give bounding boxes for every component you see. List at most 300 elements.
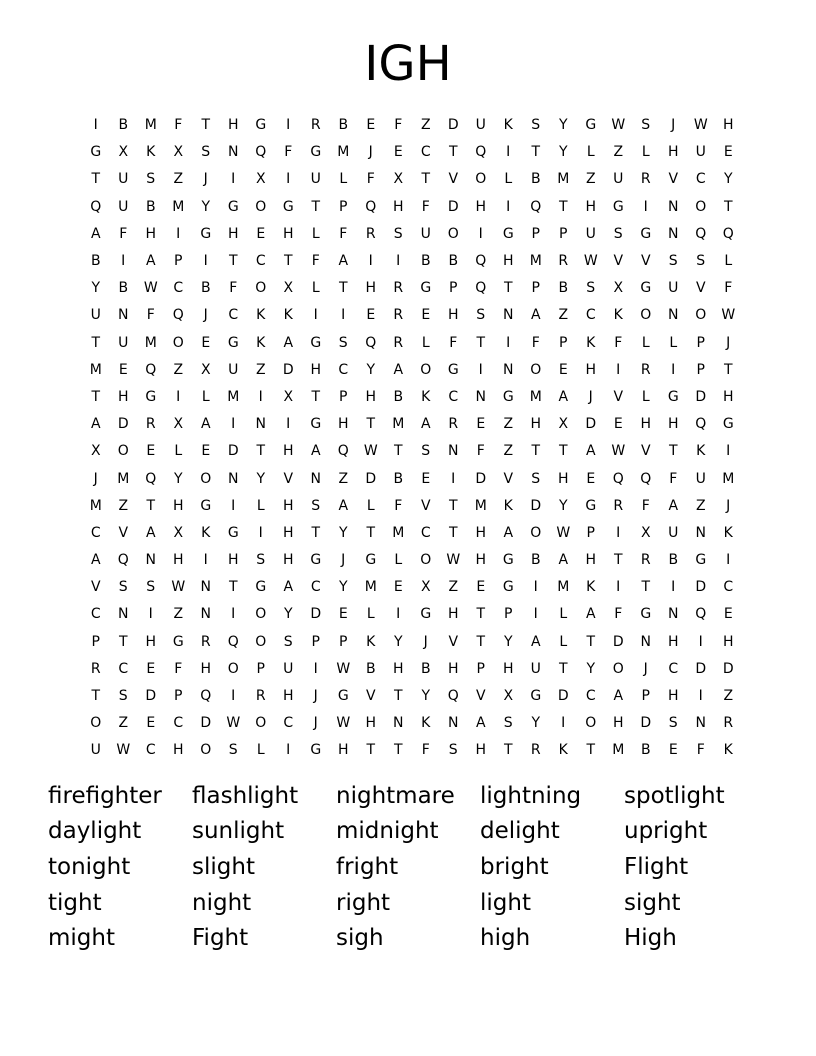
grid-letter: U bbox=[585, 225, 596, 242]
grid-letter: L bbox=[311, 280, 320, 297]
grid-letter: Z bbox=[723, 688, 734, 705]
grid-letter: K bbox=[503, 497, 513, 514]
grid-row bbox=[82, 710, 742, 737]
grid-letter: A bbox=[503, 524, 514, 541]
grid-letter: H bbox=[392, 198, 404, 215]
grid-letter: T bbox=[393, 742, 403, 759]
grid-letter: Z bbox=[503, 443, 514, 460]
grid-letter: D bbox=[585, 416, 597, 433]
grid-letter: Y bbox=[558, 117, 568, 134]
grid-letter: I bbox=[286, 171, 291, 188]
grid-letter: X bbox=[283, 388, 294, 405]
grid-letter: P bbox=[174, 253, 183, 270]
grid-letter: H bbox=[447, 660, 459, 677]
grid-letter: E bbox=[201, 443, 211, 460]
grid-letter: E bbox=[613, 416, 623, 433]
grid-letter: J bbox=[643, 660, 648, 677]
grid-letter: S bbox=[531, 470, 541, 487]
grid-letter: Y bbox=[201, 198, 211, 215]
grid-letter: H bbox=[447, 307, 459, 324]
grid-letter: A bbox=[613, 688, 624, 705]
grid-letter: W bbox=[446, 552, 461, 569]
grid-letter: A bbox=[90, 416, 101, 433]
grid-letter: D bbox=[640, 715, 652, 732]
grid-letter: M bbox=[227, 388, 240, 405]
grid-letter: C bbox=[420, 524, 431, 541]
grid-letter: I bbox=[671, 579, 676, 596]
grid-letter: V bbox=[90, 579, 101, 596]
grid-letter: H bbox=[530, 416, 542, 433]
grid-letter: F bbox=[421, 742, 430, 759]
grid-letter: J bbox=[313, 715, 318, 732]
grid-letter: P bbox=[696, 334, 705, 351]
grid-letter: N bbox=[145, 552, 156, 569]
grid-letter: Q bbox=[475, 144, 487, 161]
grid-letter: N bbox=[668, 606, 679, 623]
grid-letter: G bbox=[200, 497, 212, 514]
grid-letter: K bbox=[613, 307, 623, 324]
grid-letter: B bbox=[640, 742, 651, 759]
grid-letter: C bbox=[118, 660, 129, 677]
grid-letter: M bbox=[557, 579, 570, 596]
grid-letter: G bbox=[310, 552, 322, 569]
grid-letter: U bbox=[668, 524, 679, 541]
grid-letter: G bbox=[200, 225, 212, 242]
grid-letter: M bbox=[392, 524, 405, 541]
grid-letter: L bbox=[311, 225, 320, 242]
grid-letter: O bbox=[255, 198, 267, 215]
grid-letter: T bbox=[256, 443, 266, 460]
grid-letter: A bbox=[585, 606, 596, 623]
grid-letter: E bbox=[421, 470, 431, 487]
grid-letter: X bbox=[558, 416, 569, 433]
grid-letter: I bbox=[176, 225, 181, 242]
grid-letter: N bbox=[503, 361, 514, 378]
grid-letter: H bbox=[585, 361, 597, 378]
word-list-row bbox=[48, 885, 788, 921]
grid-letter: G bbox=[667, 388, 679, 405]
grid-letter: E bbox=[668, 742, 678, 759]
grid-letter: S bbox=[201, 144, 211, 161]
grid-letter: P bbox=[339, 388, 348, 405]
grid-letter: D bbox=[310, 606, 322, 623]
grid-letter: N bbox=[118, 307, 129, 324]
grid-letter: E bbox=[366, 307, 376, 324]
grid-letter: A bbox=[145, 253, 156, 270]
grid-row bbox=[82, 629, 742, 656]
grid-letter: T bbox=[723, 361, 733, 378]
grid-letter: B bbox=[558, 280, 569, 297]
grid-letter: E bbox=[723, 606, 733, 623]
grid-letter: A bbox=[558, 552, 569, 569]
grid-letter: S bbox=[228, 742, 238, 759]
grid-letter: I bbox=[231, 171, 236, 188]
grid-letter: F bbox=[311, 253, 320, 270]
grid-letter: T bbox=[338, 280, 348, 297]
grid-letter: Q bbox=[695, 606, 707, 623]
grid-letter: G bbox=[90, 144, 102, 161]
grid-letter: I bbox=[368, 253, 373, 270]
grid-letter: K bbox=[723, 524, 733, 541]
grid-letter: Y bbox=[586, 660, 596, 677]
grid-letter: R bbox=[90, 660, 101, 677]
grid-letter: N bbox=[668, 307, 679, 324]
grid-letter: O bbox=[420, 552, 432, 569]
word-item: Fight bbox=[192, 925, 249, 952]
grid-letter: C bbox=[283, 715, 294, 732]
grid-letter: B bbox=[393, 388, 404, 405]
grid-letter: J bbox=[726, 334, 731, 351]
grid-letter: T bbox=[91, 688, 101, 705]
grid-letter: R bbox=[530, 742, 541, 759]
grid-letter: L bbox=[641, 144, 650, 161]
grid-letter: T bbox=[476, 334, 486, 351]
grid-letter: Q bbox=[475, 280, 487, 297]
grid-letter: I bbox=[616, 361, 621, 378]
grid-letter: O bbox=[640, 307, 652, 324]
grid-letter: Z bbox=[695, 497, 706, 514]
grid-letter: I bbox=[176, 388, 181, 405]
grid-letter: S bbox=[146, 171, 156, 188]
grid-row bbox=[82, 547, 742, 574]
grid-letter: O bbox=[200, 470, 212, 487]
grid-letter: A bbox=[200, 416, 211, 433]
grid-letter: W bbox=[336, 715, 351, 732]
grid-letter: Y bbox=[723, 171, 733, 188]
grid-letter: I bbox=[506, 334, 511, 351]
grid-letter: B bbox=[145, 198, 156, 215]
grid-letter: A bbox=[310, 443, 321, 460]
grid-letter: L bbox=[366, 606, 375, 623]
grid-letter: E bbox=[256, 225, 266, 242]
grid-letter: B bbox=[420, 660, 431, 677]
grid-letter: X bbox=[118, 144, 129, 161]
grid-letter: K bbox=[201, 524, 211, 541]
grid-letter: V bbox=[448, 633, 459, 650]
grid-letter: G bbox=[640, 280, 652, 297]
grid-letter: V bbox=[613, 253, 624, 270]
grid-letter: J bbox=[423, 633, 428, 650]
grid-letter: L bbox=[641, 388, 650, 405]
grid-letter: M bbox=[89, 497, 102, 514]
grid-letter: G bbox=[255, 117, 267, 134]
grid-letter: T bbox=[91, 334, 101, 351]
grid-letter: P bbox=[586, 524, 595, 541]
grid-letter: U bbox=[420, 225, 431, 242]
grid-letter: F bbox=[119, 225, 128, 242]
grid-letter: U bbox=[90, 307, 101, 324]
grid-letter: P bbox=[531, 280, 540, 297]
grid-letter: N bbox=[668, 225, 679, 242]
grid-letter: Y bbox=[421, 688, 431, 705]
grid-letter: T bbox=[366, 416, 376, 433]
grid-letter: E bbox=[366, 117, 376, 134]
grid-letter: P bbox=[641, 688, 650, 705]
grid-letter: R bbox=[640, 552, 651, 569]
grid-letter: N bbox=[475, 388, 486, 405]
grid-letter: I bbox=[258, 388, 263, 405]
grid-letter: G bbox=[145, 388, 157, 405]
grid-letter: G bbox=[227, 198, 239, 215]
grid-letter: H bbox=[475, 742, 487, 759]
grid-letter: M bbox=[529, 253, 542, 270]
grid-letter: W bbox=[226, 715, 241, 732]
grid-letter: H bbox=[722, 117, 734, 134]
grid-letter: P bbox=[339, 633, 348, 650]
grid-letter: T bbox=[448, 144, 458, 161]
grid-letter: P bbox=[174, 688, 183, 705]
grid-letter: M bbox=[474, 497, 487, 514]
grid-letter: J bbox=[726, 497, 731, 514]
grid-letter: O bbox=[530, 524, 542, 541]
grid-letter: N bbox=[228, 470, 239, 487]
grid-letter: S bbox=[613, 225, 623, 242]
grid-letter: G bbox=[502, 388, 514, 405]
grid-letter: Q bbox=[695, 225, 707, 242]
grid-letter: Y bbox=[338, 579, 348, 596]
grid-letter: U bbox=[118, 198, 129, 215]
grid-letter: E bbox=[476, 416, 486, 433]
grid-letter: N bbox=[448, 443, 459, 460]
grid-letter: D bbox=[145, 688, 157, 705]
grid-letter: Q bbox=[530, 198, 542, 215]
grid-letter: N bbox=[668, 198, 679, 215]
grid-letter: F bbox=[366, 171, 375, 188]
grid-letter: F bbox=[531, 334, 540, 351]
grid-letter: E bbox=[723, 144, 733, 161]
grid-letter: T bbox=[393, 688, 403, 705]
grid-letter: L bbox=[366, 497, 375, 514]
grid-letter: E bbox=[146, 443, 156, 460]
grid-letter: B bbox=[200, 280, 211, 297]
word-list bbox=[48, 778, 788, 956]
grid-letter: G bbox=[310, 742, 322, 759]
grid-letter: H bbox=[722, 388, 734, 405]
grid-row bbox=[82, 248, 742, 275]
grid-letter: R bbox=[640, 171, 651, 188]
grid-letter: T bbox=[146, 497, 156, 514]
grid-letter: Z bbox=[173, 171, 184, 188]
grid-letter: X bbox=[613, 280, 624, 297]
grid-letter: T bbox=[228, 579, 238, 596]
grid-letter: H bbox=[227, 225, 239, 242]
grid-letter: V bbox=[420, 497, 431, 514]
grid-letter: F bbox=[394, 497, 403, 514]
grid-letter: M bbox=[89, 361, 102, 378]
grid-letter: C bbox=[173, 280, 184, 297]
grid-letter: G bbox=[502, 225, 514, 242]
grid-letter: B bbox=[668, 552, 679, 569]
grid-letter: V bbox=[613, 388, 624, 405]
grid-letter: F bbox=[339, 225, 348, 242]
grid-letter: R bbox=[365, 225, 376, 242]
grid-letter: S bbox=[696, 253, 706, 270]
grid-letter: Z bbox=[503, 416, 514, 433]
grid-letter: B bbox=[530, 552, 541, 569]
grid-letter: I bbox=[231, 416, 236, 433]
grid-letter: I bbox=[671, 361, 676, 378]
word-item: high bbox=[480, 925, 531, 952]
grid-letter: S bbox=[256, 552, 266, 569]
grid-letter: M bbox=[392, 416, 405, 433]
grid-letter: C bbox=[145, 742, 156, 759]
grid-row bbox=[82, 574, 742, 601]
grid-letter: S bbox=[503, 715, 513, 732]
grid-letter: C bbox=[338, 361, 349, 378]
grid-letter: K bbox=[421, 715, 431, 732]
grid-letter: H bbox=[282, 524, 294, 541]
grid-letter: D bbox=[365, 470, 377, 487]
grid-letter: M bbox=[557, 171, 570, 188]
grid-letter: K bbox=[146, 144, 156, 161]
grid-letter: B bbox=[448, 253, 459, 270]
grid-letter: Z bbox=[558, 307, 569, 324]
grid-letter: F bbox=[421, 198, 430, 215]
grid-row bbox=[82, 221, 742, 248]
grid-letter: D bbox=[227, 443, 239, 460]
grid-letter: R bbox=[393, 280, 404, 297]
grid-letter: U bbox=[695, 470, 706, 487]
grid-letter: D bbox=[695, 579, 707, 596]
grid-letter: N bbox=[200, 606, 211, 623]
grid-letter: J bbox=[341, 552, 346, 569]
word-item: lightning bbox=[480, 782, 582, 809]
grid-letter: H bbox=[475, 198, 487, 215]
word-item: nightmare bbox=[336, 782, 455, 809]
grid-letter: I bbox=[93, 117, 98, 134]
grid-letter: T bbox=[531, 443, 541, 460]
grid-letter: W bbox=[143, 280, 158, 297]
grid-letter: X bbox=[200, 361, 211, 378]
grid-letter: Q bbox=[365, 334, 377, 351]
grid-letter: K bbox=[586, 579, 596, 596]
grid-letter: Z bbox=[173, 606, 184, 623]
grid-letter: C bbox=[585, 688, 596, 705]
grid-letter: M bbox=[612, 742, 625, 759]
grid-letter: C bbox=[255, 253, 266, 270]
grid-letter: Q bbox=[255, 144, 267, 161]
grid-letter: O bbox=[255, 606, 267, 623]
grid-letter: V bbox=[365, 688, 376, 705]
grid-letter: I bbox=[121, 253, 126, 270]
grid-letter: O bbox=[255, 633, 267, 650]
grid-letter: G bbox=[447, 361, 459, 378]
grid-letter: Q bbox=[612, 470, 624, 487]
grid-letter: D bbox=[530, 497, 542, 514]
grid-letter: T bbox=[228, 253, 238, 270]
grid-letter: H bbox=[667, 416, 679, 433]
grid-letter: L bbox=[586, 144, 595, 161]
grid-letter: C bbox=[668, 660, 679, 677]
grid-letter: B bbox=[90, 253, 101, 270]
word-item: High bbox=[624, 925, 677, 952]
grid-letter: A bbox=[668, 497, 679, 514]
grid-row bbox=[82, 737, 742, 764]
grid-letter: H bbox=[447, 606, 459, 623]
grid-letter: O bbox=[117, 443, 129, 460]
grid-row bbox=[82, 601, 742, 628]
grid-letter: P bbox=[311, 633, 320, 650]
grid-letter: J bbox=[588, 388, 593, 405]
grid-letter: H bbox=[227, 117, 239, 134]
grid-letter: T bbox=[421, 171, 431, 188]
grid-letter: G bbox=[585, 117, 597, 134]
word-item: right bbox=[336, 889, 391, 916]
grid-letter: N bbox=[228, 144, 239, 161]
grid-letter: I bbox=[203, 253, 208, 270]
grid-letter: A bbox=[530, 307, 541, 324]
grid-letter: I bbox=[231, 688, 236, 705]
grid-letter: V bbox=[640, 443, 651, 460]
grid-letter: E bbox=[476, 579, 486, 596]
grid-letter: V bbox=[118, 524, 129, 541]
grid-letter: I bbox=[258, 524, 263, 541]
grid-letter: U bbox=[613, 171, 624, 188]
grid-letter: V bbox=[640, 253, 651, 270]
grid-letter: T bbox=[586, 633, 596, 650]
grid-letter: Z bbox=[118, 715, 129, 732]
grid-letter: N bbox=[393, 715, 404, 732]
grid-letter: Z bbox=[338, 470, 349, 487]
grid-letter: X bbox=[503, 688, 514, 705]
grid-letter: M bbox=[364, 579, 377, 596]
grid-letter: C bbox=[173, 715, 184, 732]
grid-letter: T bbox=[366, 524, 376, 541]
grid-letter: D bbox=[557, 688, 569, 705]
grid-letter: D bbox=[695, 388, 707, 405]
grid-letter: H bbox=[172, 742, 184, 759]
grid-letter: U bbox=[228, 361, 239, 378]
grid-letter: M bbox=[144, 117, 157, 134]
grid-letter: A bbox=[338, 253, 349, 270]
grid-letter: C bbox=[695, 171, 706, 188]
grid-letter: H bbox=[145, 225, 157, 242]
grid-letter: A bbox=[90, 225, 101, 242]
grid-letter: T bbox=[641, 579, 651, 596]
grid-letter: L bbox=[669, 334, 678, 351]
grid-letter: N bbox=[695, 524, 706, 541]
grid-letter: H bbox=[502, 253, 514, 270]
grid-letter: D bbox=[475, 470, 487, 487]
grid-letter: F bbox=[476, 443, 485, 460]
grid-letter: I bbox=[203, 552, 208, 569]
grid-letter: F bbox=[614, 334, 623, 351]
grid-letter: I bbox=[726, 443, 731, 460]
grid-letter: W bbox=[336, 660, 351, 677]
word-item: bright bbox=[480, 853, 549, 880]
grid-letter: I bbox=[506, 198, 511, 215]
grid-letter: B bbox=[420, 253, 431, 270]
grid-letter: C bbox=[448, 388, 459, 405]
grid-letter: T bbox=[723, 198, 733, 215]
grid-letter: B bbox=[118, 280, 129, 297]
word-item: flashlight bbox=[192, 782, 299, 809]
grid-letter: W bbox=[583, 253, 598, 270]
grid-letter: O bbox=[585, 715, 597, 732]
grid-letter: I bbox=[286, 117, 291, 134]
grid-row bbox=[82, 493, 742, 520]
grid-letter: Y bbox=[283, 606, 293, 623]
grid-letter: P bbox=[559, 334, 568, 351]
grid-letter: A bbox=[145, 524, 156, 541]
grid-letter: B bbox=[365, 660, 376, 677]
grid-row bbox=[82, 683, 742, 710]
grid-letter: E bbox=[393, 144, 403, 161]
grid-letter: Q bbox=[695, 416, 707, 433]
grid-letter: S bbox=[641, 117, 651, 134]
grid-letter: M bbox=[144, 334, 157, 351]
word-item: midnight bbox=[336, 818, 439, 845]
